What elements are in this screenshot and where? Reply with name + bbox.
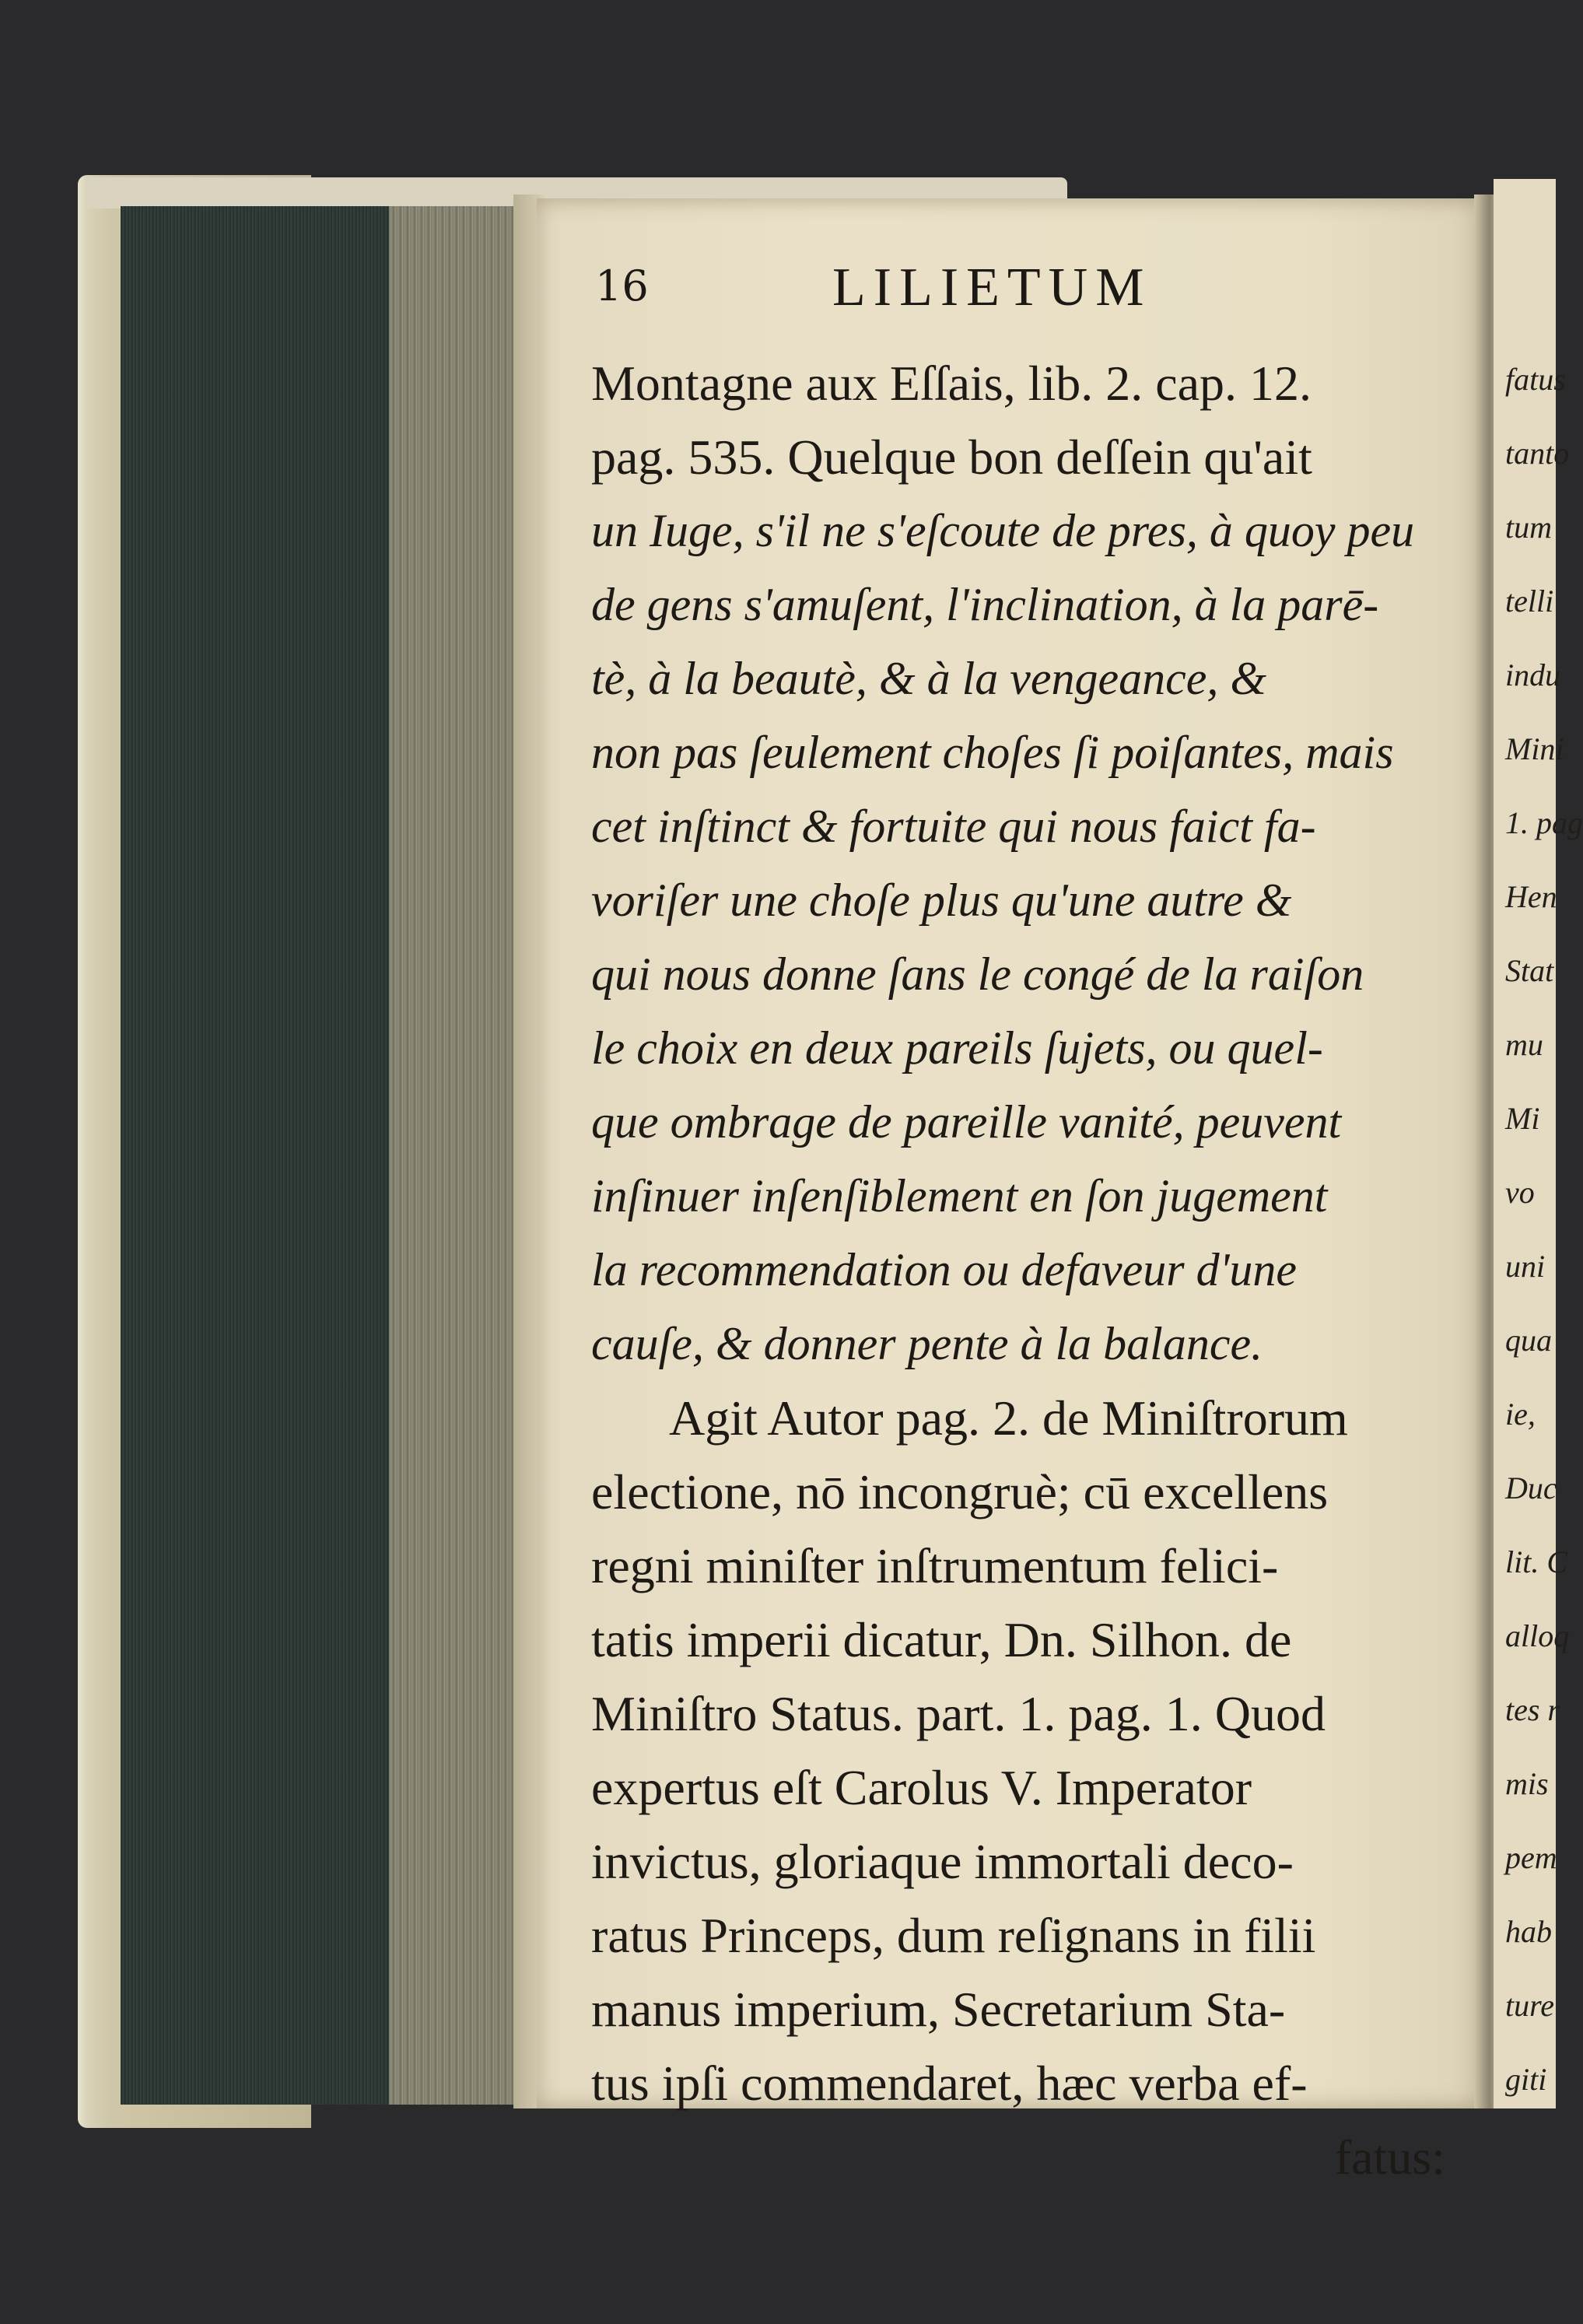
- facing-fragment: indu: [1505, 657, 1561, 692]
- page-number: 16: [595, 261, 649, 310]
- text-line: que ombrage de pareille vanité, peuvent: [591, 1096, 1342, 1148]
- catchword: fatus:: [1334, 2129, 1445, 2185]
- facing-fragment: hab: [1505, 1914, 1552, 1949]
- facing-fragment: ture: [1505, 1988, 1554, 2023]
- facing-fragment: qua: [1505, 1323, 1552, 1358]
- facing-fragment: alloq: [1505, 1618, 1570, 1653]
- running-title: LILIETUM: [832, 258, 1152, 317]
- facing-fragment: mis: [1505, 1766, 1549, 1801]
- text-line: inſinuer inſenſiblement en ſon jugement: [591, 1170, 1328, 1222]
- text-line: qui nous donne ſans le congé de la raiſon: [591, 948, 1364, 1000]
- text-line: regni miniſter inſtrumentum felici-: [591, 1538, 1279, 1593]
- facing-fragment: vo: [1505, 1175, 1535, 1210]
- facing-fragment: telli: [1505, 584, 1554, 619]
- text-line: cauſe, & donner pente à la balance.: [591, 1318, 1263, 1369]
- facing-fragment: 1. pag: [1505, 805, 1583, 840]
- text-line: Agit Autor pag. 2. de Miniſtrorum: [669, 1390, 1348, 1446]
- facing-fragment: Mini: [1505, 731, 1564, 766]
- text-line: manus imperium, Secretarium Sta-: [591, 1982, 1286, 2037]
- facing-fragment: ie,: [1505, 1397, 1536, 1432]
- text-line: cet inſtinct & fortuite qui nous faict fa-: [591, 801, 1316, 852]
- text-line: pag. 535. Quelque bon deſſein qu'ait: [591, 429, 1312, 485]
- text-line: tus ipſi commendaret, hæc verba ef-: [591, 2056, 1308, 2111]
- facing-fragment: Stat: [1505, 953, 1554, 988]
- facing-fragment: lit. C: [1505, 1544, 1568, 1579]
- facing-fragment: pem: [1505, 1840, 1557, 1875]
- text-line: Miniſtro Status. part. 1. pag. 1. Quod: [591, 1686, 1326, 1741]
- facing-fragment: tanto: [1505, 436, 1570, 471]
- facing-fragment: giti: [1505, 2062, 1547, 2097]
- text-line: electione, nō incongruè; cū excellens: [591, 1464, 1329, 1520]
- facing-fragment: tum: [1505, 510, 1552, 545]
- facing-fragment: mu: [1505, 1027, 1543, 1062]
- text-line: invictus, gloriaque immortali deco-: [591, 1834, 1294, 1889]
- page-header: [595, 257, 1451, 319]
- page-text: [591, 346, 1455, 2194]
- facing-fragment: fatus: [1505, 362, 1566, 397]
- text-line: tè, à la beautè, & à la vengeance, &: [591, 653, 1267, 704]
- text-line: un Iuge, s'il ne s'eſcoute de pres, à quoy peu: [591, 505, 1415, 556]
- text-line: de gens s'amuſent, l'inclination, à la parē-: [591, 579, 1379, 630]
- text-line: voriſer une choſe plus qu'une autre &: [591, 875, 1292, 926]
- text-line: non pas ſeulement choſes ſi poiſantes, mais: [591, 727, 1394, 778]
- facing-fragment: tes r: [1505, 1692, 1560, 1727]
- facing-page-text: [1505, 342, 1583, 2116]
- text-line: ratus Princeps, dum reſignans in filii: [591, 1908, 1316, 1963]
- text-line: Montagne aux Eſſais, lib. 2. cap. 12.: [591, 356, 1312, 411]
- facing-fragment: Mi: [1505, 1101, 1540, 1136]
- text-line: expertus eſt Carolus V. Imperator: [591, 1760, 1252, 1815]
- facing-fragment: Duc: [1505, 1470, 1557, 1506]
- text-line: la recommendation ou defaveur d'une: [591, 1244, 1298, 1295]
- text-line: tatis imperii dicatur, Dn. Silhon. de: [591, 1612, 1292, 1667]
- facing-fragment: uni: [1505, 1249, 1546, 1284]
- text-line: le choix en deux pareils ſujets, ou quel-: [591, 1022, 1323, 1074]
- facing-fragment: Hen: [1505, 879, 1557, 914]
- page-edges-light: [389, 206, 525, 2105]
